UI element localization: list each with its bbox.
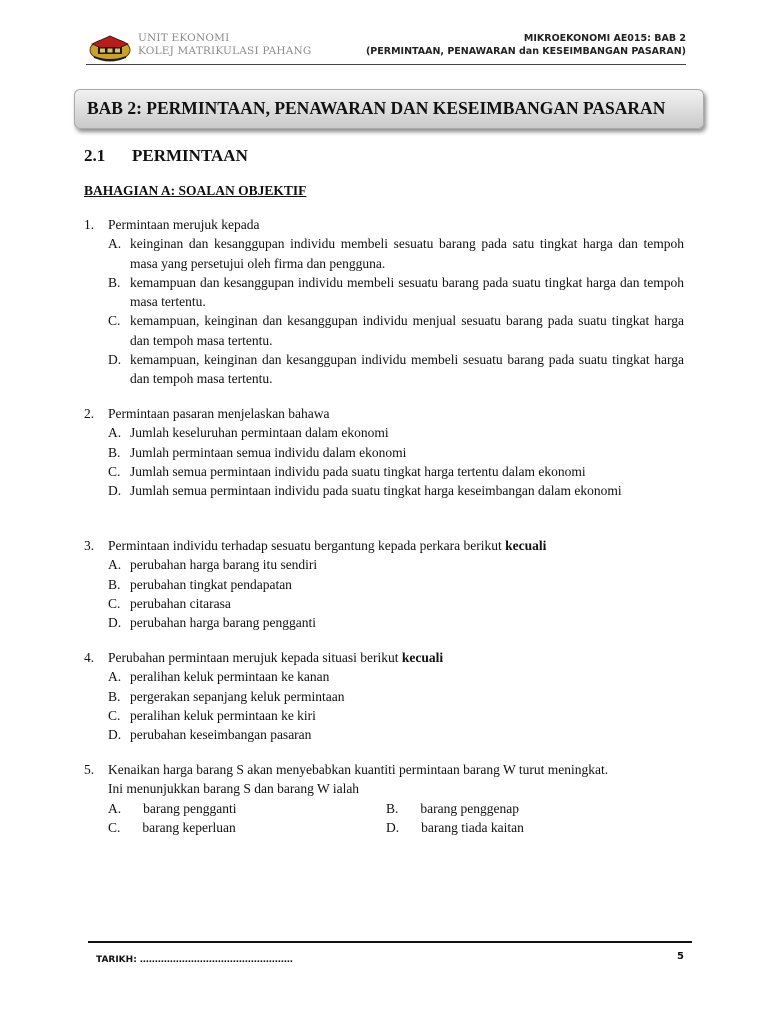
question-text: Kenaikan harga barang S akan menyebabkan kuantiti permintaan barang W turut meningkat. — [108, 762, 609, 777]
option-c — [84, 311, 684, 350]
date-field-label: TARIKH: …………………………………………… — [96, 955, 293, 965]
question-keyword: kecuali — [505, 538, 547, 553]
option-text: perubahan keseimbangan pasaran — [130, 727, 312, 743]
option-letter: D. — [386, 819, 400, 835]
option-text: peralihan keluk permintaan ke kiri — [130, 707, 316, 723]
option-text: kemampuan, keinginan dan kesanggupan individu membeli sesuatu barang pada suatu tingkat harga dan tempoh masa tertentu. — [130, 352, 684, 387]
course-line-1: MIKROEKONOMI AE015: BAB 2 — [523, 33, 686, 44]
option-text: barang keperluan — [142, 819, 236, 835]
college-logo-icon — [88, 30, 132, 62]
org-line-2: KOLEJ MATRIKULASI PAHANG — [138, 45, 312, 57]
option-letter: A. — [108, 669, 122, 685]
chapter-title: BAB 2: PERMINTAAN, PENAWARAN DAN KESEIMBANGAN PASARAN — [87, 98, 666, 118]
section-heading — [84, 146, 248, 166]
question-keyword: kecuali — [401, 650, 444, 665]
option-a — [108, 799, 236, 818]
option-letter: A. — [108, 425, 122, 441]
option-d — [84, 725, 684, 744]
option-a — [84, 234, 684, 273]
question-stem-continued: Ini menunjukkan barang S dan barang W ialah — [108, 781, 360, 797]
course-info — [366, 32, 686, 58]
option-letter: B. — [386, 800, 399, 816]
question-text: Permintaan pasaran menjelaskan bahawa — [108, 406, 330, 421]
footer-divider — [88, 941, 692, 943]
option-letter: B. — [108, 274, 121, 290]
option-letter: A. — [108, 557, 122, 573]
part-heading: BAHAGIAN A: SOALAN OBJEKTIF — [84, 183, 307, 198]
option-a — [84, 555, 684, 574]
question-text: Perubahan permintaan merujuk kepada situasi berikut — [108, 650, 399, 665]
option-letter: D. — [108, 352, 122, 368]
option-text: Jumlah keseluruhan permintaan dalam ekonomi — [130, 425, 389, 441]
option-letter: C. — [108, 819, 121, 835]
page-number: 5 — [677, 951, 684, 962]
option-a — [84, 667, 684, 686]
option-letter: B. — [108, 576, 121, 592]
option-letter: A. — [108, 800, 122, 816]
option-text: keinginan dan kesanggupan individu membeli sesuatu barang pada satu tingkat harga dan tempoh masa yang persetujui oleh firma dan pengguna. — [130, 236, 684, 271]
page-header — [86, 28, 686, 64]
option-letter: A. — [108, 236, 122, 252]
question-text: Permintaan individu terhadap sesuatu bergantung kepada perkara berikut — [108, 538, 502, 553]
option-text: perubahan tingkat pendapatan — [130, 576, 292, 592]
question-3 — [84, 536, 684, 632]
option-letter: D. — [108, 615, 122, 631]
question-2 — [84, 404, 684, 500]
option-letter: C. — [108, 313, 121, 329]
option-text: barang pengganti — [143, 800, 237, 816]
option-text: kemampuan, keinginan dan kesanggupan individu menjual sesuatu barang pada suatu tingkat harga dan tempoh masa tertentu. — [130, 313, 684, 348]
option-b — [84, 443, 684, 462]
question-number: 3. — [84, 538, 95, 553]
option-b — [84, 273, 684, 312]
option-letter: B. — [108, 444, 121, 460]
question-stem — [84, 404, 684, 423]
option-d — [84, 481, 684, 500]
option-letter: C. — [108, 707, 121, 723]
question-number: 5. — [84, 762, 95, 777]
question-number: 2. — [84, 406, 95, 421]
section-number: 2.1 — [84, 146, 106, 165]
option-text: kemampuan dan kesanggupan individu membeli sesuatu barang pada suatu tingkat harga dan tempoh masa tertentu. — [130, 274, 684, 310]
question-1 — [84, 215, 684, 389]
question-text: Permintaan merujuk kepada — [108, 217, 260, 232]
option-d — [84, 350, 684, 389]
option-c — [84, 594, 684, 613]
option-text: peralihan keluk permintaan ke kanan — [130, 669, 330, 685]
option-text: perubahan harga barang itu sendiri — [130, 557, 318, 573]
option-row-1 — [84, 799, 684, 818]
option-text: perubahan harga barang pengganti — [130, 615, 317, 631]
option-b — [84, 687, 684, 706]
option-letter: D. — [108, 483, 122, 499]
question-5 — [84, 760, 684, 837]
question-number: 1. — [84, 217, 95, 232]
question-stem — [84, 760, 684, 779]
question-4 — [84, 648, 684, 744]
header-divider — [86, 64, 686, 65]
option-text: Jumlah semua permintaan individu pada suatu tingkat harga keseimbangan dalam ekonomi — [130, 483, 622, 499]
option-c — [108, 818, 236, 837]
option-c — [84, 462, 684, 481]
option-letter: C. — [108, 463, 121, 479]
option-d — [386, 818, 524, 837]
option-text: Jumlah permintaan semua individu dalam ekonomi — [130, 444, 407, 460]
org-line-1: UNIT EKONOMI — [138, 32, 230, 44]
org-name — [138, 32, 312, 58]
question-stem — [84, 215, 684, 234]
option-text: barang penggenap — [420, 800, 519, 816]
option-letter: D. — [108, 727, 122, 743]
question-stem — [84, 536, 684, 555]
option-b — [386, 799, 519, 818]
question-number: 4. — [84, 650, 95, 665]
question-stem — [84, 648, 684, 667]
section-title: PERMINTAAN — [132, 146, 248, 165]
option-letter: C. — [108, 595, 121, 611]
option-b — [84, 575, 684, 594]
course-line-2: (PERMINTAAN, PENAWARAN dan KESEIMBANGAN PASARAN) — [365, 46, 686, 57]
option-text: barang tiada kaitan — [421, 819, 524, 835]
option-letter: B. — [108, 688, 121, 704]
option-row-2 — [84, 818, 684, 837]
option-d — [84, 613, 684, 632]
option-text: Jumlah semua permintaan individu pada suatu tingkat harga tertentu dalam ekonomi — [130, 463, 586, 479]
option-text: pergerakan sepanjang keluk permintaan — [130, 688, 345, 704]
option-c — [84, 706, 684, 725]
option-a — [84, 423, 684, 442]
option-text: perubahan citarasa — [130, 595, 231, 611]
chapter-title-banner — [74, 89, 704, 129]
